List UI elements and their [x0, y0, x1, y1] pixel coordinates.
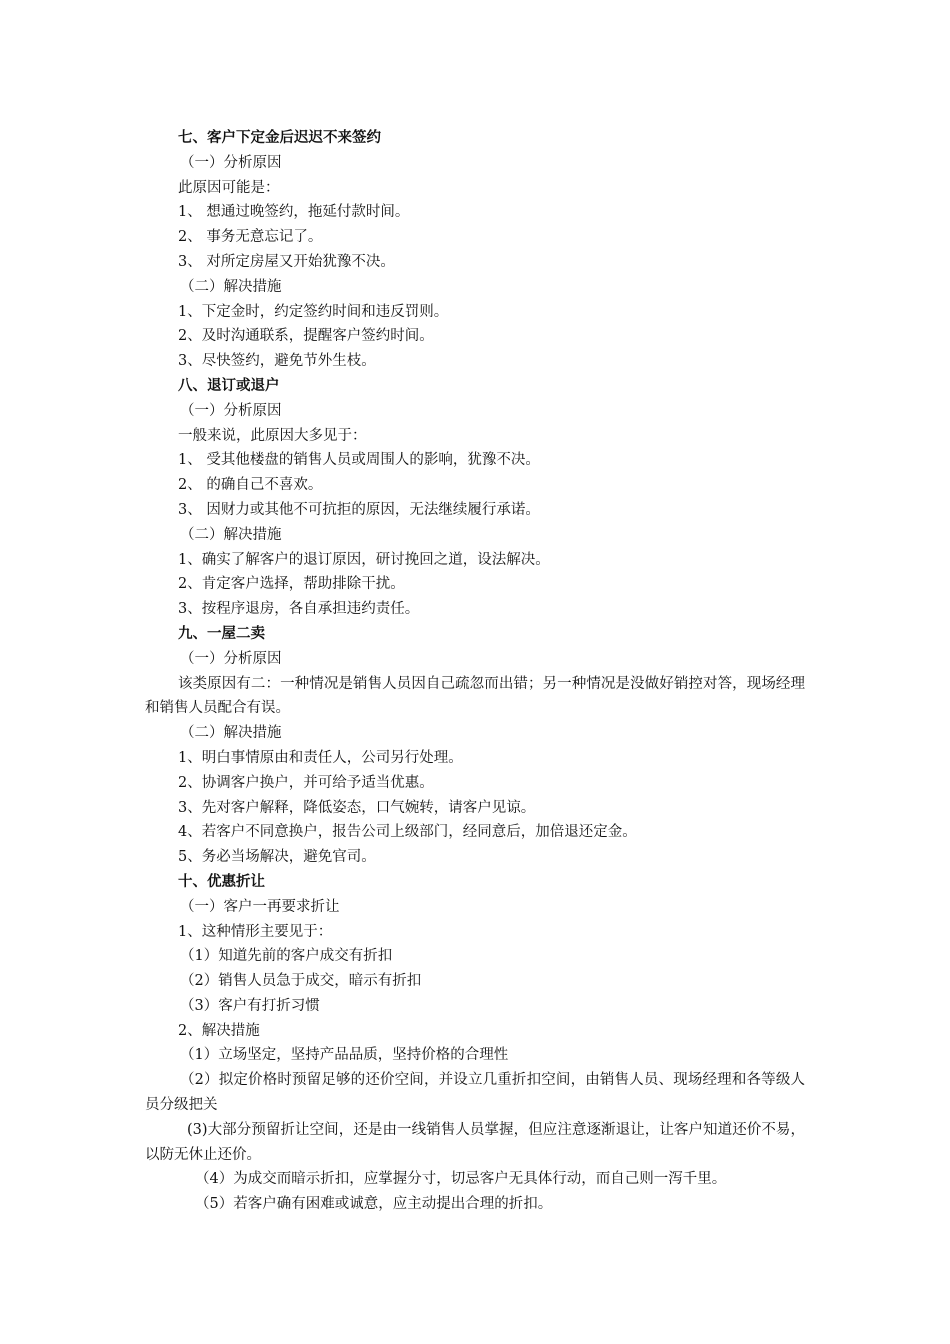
section-9-solution: 2、协调客户换户，并可给予适当优惠。: [178, 774, 434, 791]
section-9-solution-label: （二）解决措施: [180, 725, 282, 742]
section-10-situations-label: 1、这种情形主要见于：: [178, 923, 333, 940]
section-8-intro: 一般来说，此原因大多见于：: [178, 427, 367, 444]
section-9-title: 九、一屋二卖: [178, 624, 265, 642]
section-8-title: 八、退订或退户: [178, 376, 280, 394]
section-10-situation: （3）客户有打折习惯: [180, 997, 320, 1014]
section-10-measure: （5）若客户确有困难或诚意，应主动提出合理的折扣。: [195, 1196, 553, 1213]
section-7-solution: 3、尽快签约，避免节外生枝。: [178, 353, 376, 370]
section-8-reason: 1、 受其他楼盘的销售人员或周围人的影响，犹豫不决。: [178, 452, 540, 469]
section-8-solution-label: （二）解决措施: [180, 526, 282, 543]
section-7-solution: 2、及时沟通联系，提醒客户签约时间。: [178, 328, 434, 345]
section-7-analysis-label: （一）分析原因: [180, 154, 282, 171]
section-7-intro: 此原因可能是：: [178, 179, 280, 196]
section-9-solution: 1、明白事情原由和责任人，公司另行处理。: [178, 749, 463, 766]
section-8-reason: 3、 因财力或其他不可抗拒的原因，无法继续履行承诺。: [178, 501, 540, 518]
section-7-reason: 3、 对所定房屋又开始犹豫不决。: [178, 253, 395, 270]
section-7-reason: 2、 事务无意忘记了。: [178, 229, 323, 246]
section-10-part1-label: （一）客户一再要求折让: [180, 898, 340, 915]
section-8-reason: 2、 的确自己不喜欢。: [178, 477, 323, 494]
section-10-measure: （1）立场坚定，坚持产品品质，坚持价格的合理性: [180, 1047, 509, 1064]
section-7-reason: 1、 想通过晚签约，拖延付款时间。: [178, 204, 410, 221]
section-8-solution: 1、确实了解客户的退订原因，研讨挽回之道，设法解决。: [178, 551, 550, 568]
section-7-solution-label: （二）解决措施: [180, 278, 282, 295]
section-9-solution: 4、若客户不同意换户，报告公司上级部门，经同意后，加倍退还定金。: [178, 824, 637, 841]
section-8-solution: 2、肯定客户选择，帮助排除干扰。: [178, 576, 405, 593]
section-7-title: 七、客户下定金后迟迟不来签约: [178, 129, 381, 146]
section-9-analysis-label: （一）分析原因: [180, 650, 282, 667]
section-8-solution: 3、按程序退房，各自承担违约责任。: [178, 601, 420, 618]
document-body: [145, 126, 805, 1217]
section-9-solution: 3、先对客户解释，降低姿态，口气婉转，请客户见谅。: [178, 799, 536, 816]
section-10-measures-label: 2、解决措施: [178, 1022, 260, 1039]
section-9-paragraph: 该类原因有二：一种情况是销售人员因自己疏忽而出错；另一种情况是没做好销控对答，现场经理和销售人员配合有误。: [145, 675, 805, 717]
section-7-solution: 1、下定金时，约定签约时间和违反罚则。: [178, 303, 449, 320]
section-10-measure: （4）为成交而暗示折扣，应掌握分寸，切忌客户无具体行动，而自己则一泻千里。: [195, 1171, 727, 1188]
section-10-situation: （2）销售人员急于成交，暗示有折扣: [180, 973, 422, 990]
section-10-measure: (3)大部分预留折让空间，还是由一线销售人员掌握，但应注意逐渐退让，让客户知道还价不易，以防无休止还价。: [145, 1121, 805, 1163]
section-10-situation: （1）知道先前的客户成交有折扣: [180, 948, 393, 965]
section-8-analysis-label: （一）分析原因: [180, 402, 282, 419]
section-10-measure: （2）拟定价格时预留足够的还价空间，并设立几重折扣空间，由销售人员、现场经理和各等级人员分级把关: [145, 1072, 805, 1114]
section-10-title: 十、优惠折让: [178, 872, 265, 890]
section-9-solution: 5、务必当场解决，避免官司。: [178, 849, 376, 866]
